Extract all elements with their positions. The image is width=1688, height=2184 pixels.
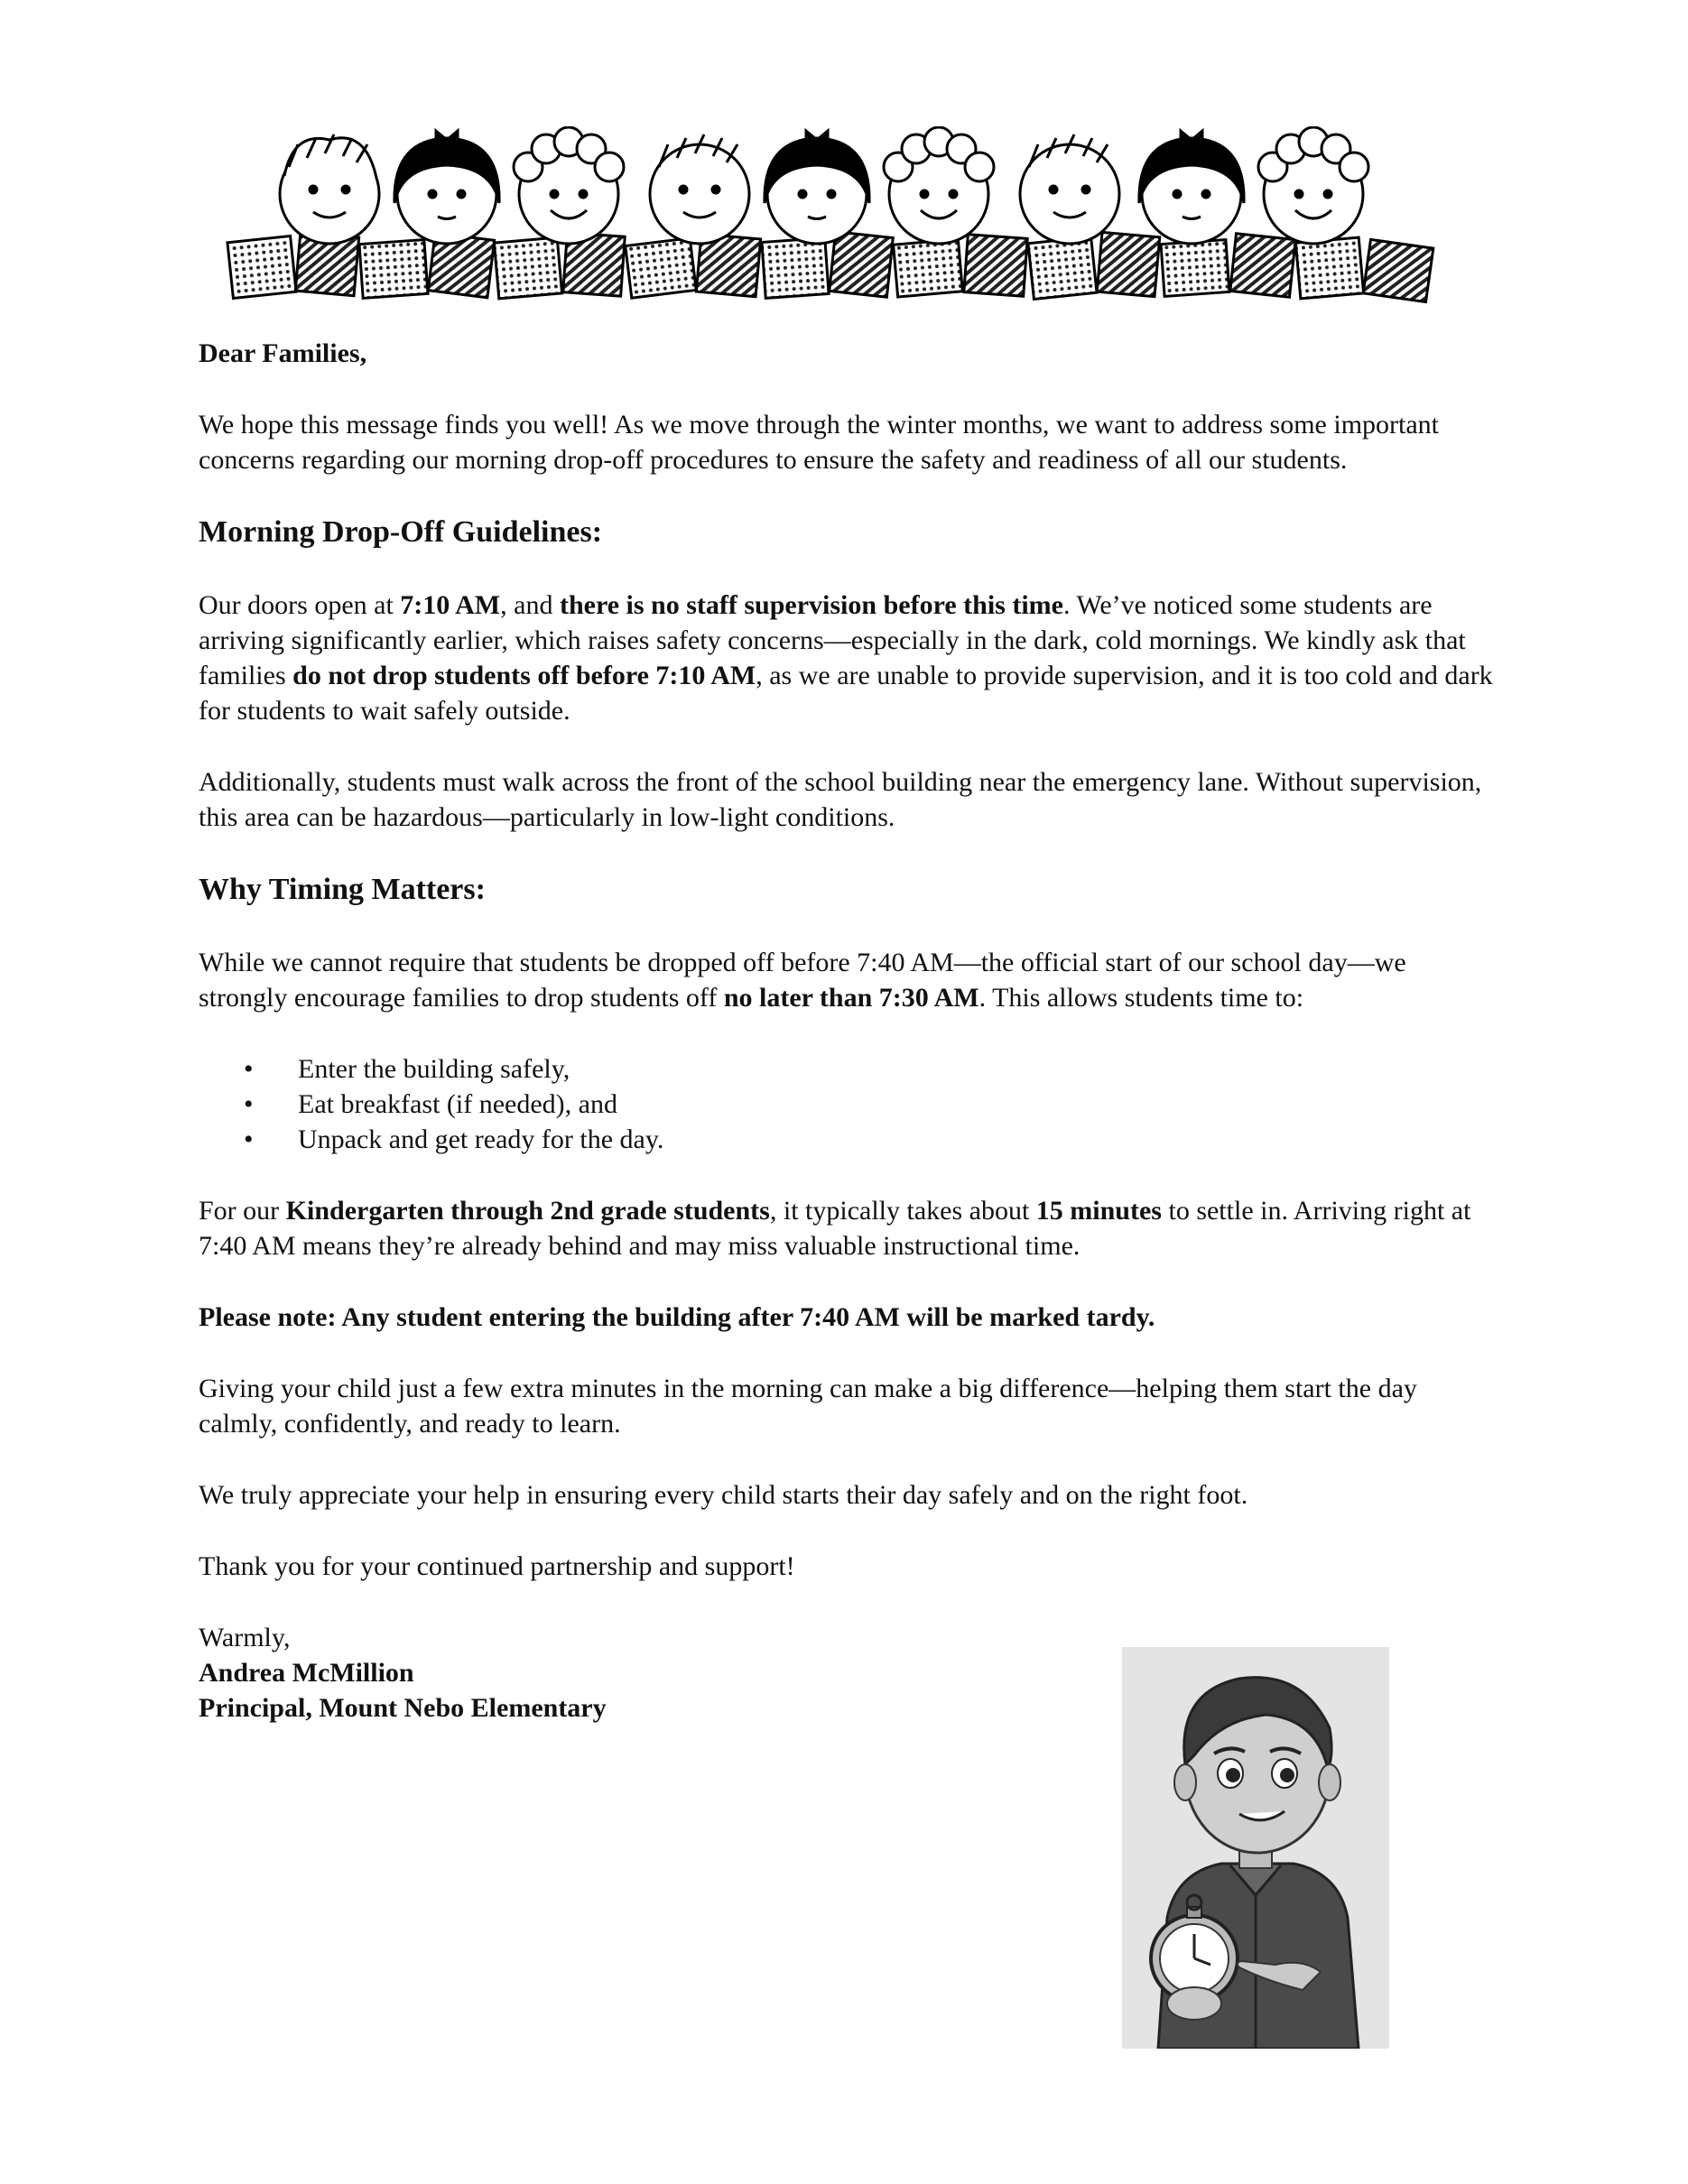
intro-paragraph: We hope this message finds you well! As we move through the winter months, we want to address some important concerns regarding our morning drop-off procedures to ensure the safety and readiness of all our students.: [199, 410, 1440, 475]
extra-minutes-paragraph: Giving your child just a few extra minutes in the morning can make a big difference—helping them start the day calmly, confidently, and ready to learn.: [199, 1374, 1417, 1439]
emergency-lane-paragraph: Additionally, students must walk across the front of the school building near the emergency lane. Without supervision, this area can be hazardous—particularly in low-light conditions.: [199, 767, 1482, 832]
bold-run: Please note: Any student entering the building after 7:40 AM will be marked tardy.: [199, 1302, 1155, 1332]
text-run: , and: [500, 590, 560, 620]
bold-run: no later than 7:30 AM: [723, 983, 979, 1013]
signature-name: Andrea McMillion: [199, 1658, 414, 1688]
heading-why-timing-matters: Why Timing Matters:: [199, 873, 486, 906]
boy-with-stopwatch-illustration: [1122, 1647, 1389, 2049]
bold-run: 15 minutes: [1035, 1196, 1162, 1226]
heading-drop-off-guidelines: Morning Drop-Off Guidelines:: [199, 515, 603, 549]
list-item: • Unpack and get ready for the day.: [199, 1122, 1498, 1157]
bold-run: Kindergarten through 2nd grade students: [285, 1196, 770, 1226]
kindergarten-paragraph: [199, 1193, 1498, 1263]
list-item: • Enter the building safely,: [199, 1051, 1498, 1087]
list-item: • Eat breakfast (if needed), and: [199, 1087, 1498, 1122]
signature-title: Principal, Mount Nebo Elementary: [199, 1693, 607, 1723]
tardy-note: [199, 1300, 1498, 1335]
text-run: . We’ve noticed some students are arriving significantly earlier, which raises safety concerns—especially in the dark, cold mornings. We kindly ask that families: [199, 590, 1466, 690]
text-run: , as we are unable to provide supervision, and it is too cold and dark for students to wait safely outside.: [199, 661, 1493, 726]
appreciation-paragraph: We truly appreciate your help in ensuring every child starts their day safely and on the right foot.: [199, 1480, 1248, 1510]
drop-off-paragraph: [199, 588, 1498, 728]
text-run: Our doors open at: [199, 590, 401, 620]
bold-run: do not drop students off before 7:10 AM: [292, 661, 756, 690]
bullet-list: [199, 1051, 1498, 1157]
greeting: Dear Families,: [199, 338, 367, 368]
text-run: . This allows students time to:: [978, 983, 1304, 1013]
text-run: While we cannot require that students be dropped off before 7:40 AM—the official start of our school day—we strongly encourage families to drop students off: [199, 948, 1406, 1013]
text-run: to settle in. Arriving right at 7:40 AM means they’re already behind and may miss valuable instructional time.: [199, 1196, 1471, 1261]
text-run: , it typically takes about: [769, 1196, 1036, 1226]
bold-run: there is no staff supervision before this time: [559, 590, 1063, 620]
text-run: For our: [199, 1196, 286, 1226]
timing-paragraph: [199, 945, 1498, 1015]
kids-banner-illustration: [226, 126, 1444, 311]
thank-you-paragraph: Thank you for your continued partnership and support!: [199, 1551, 795, 1581]
bold-run: 7:10 AM: [400, 590, 501, 620]
letter-body: [199, 336, 1498, 1726]
closing: Warmly,: [199, 1623, 291, 1652]
